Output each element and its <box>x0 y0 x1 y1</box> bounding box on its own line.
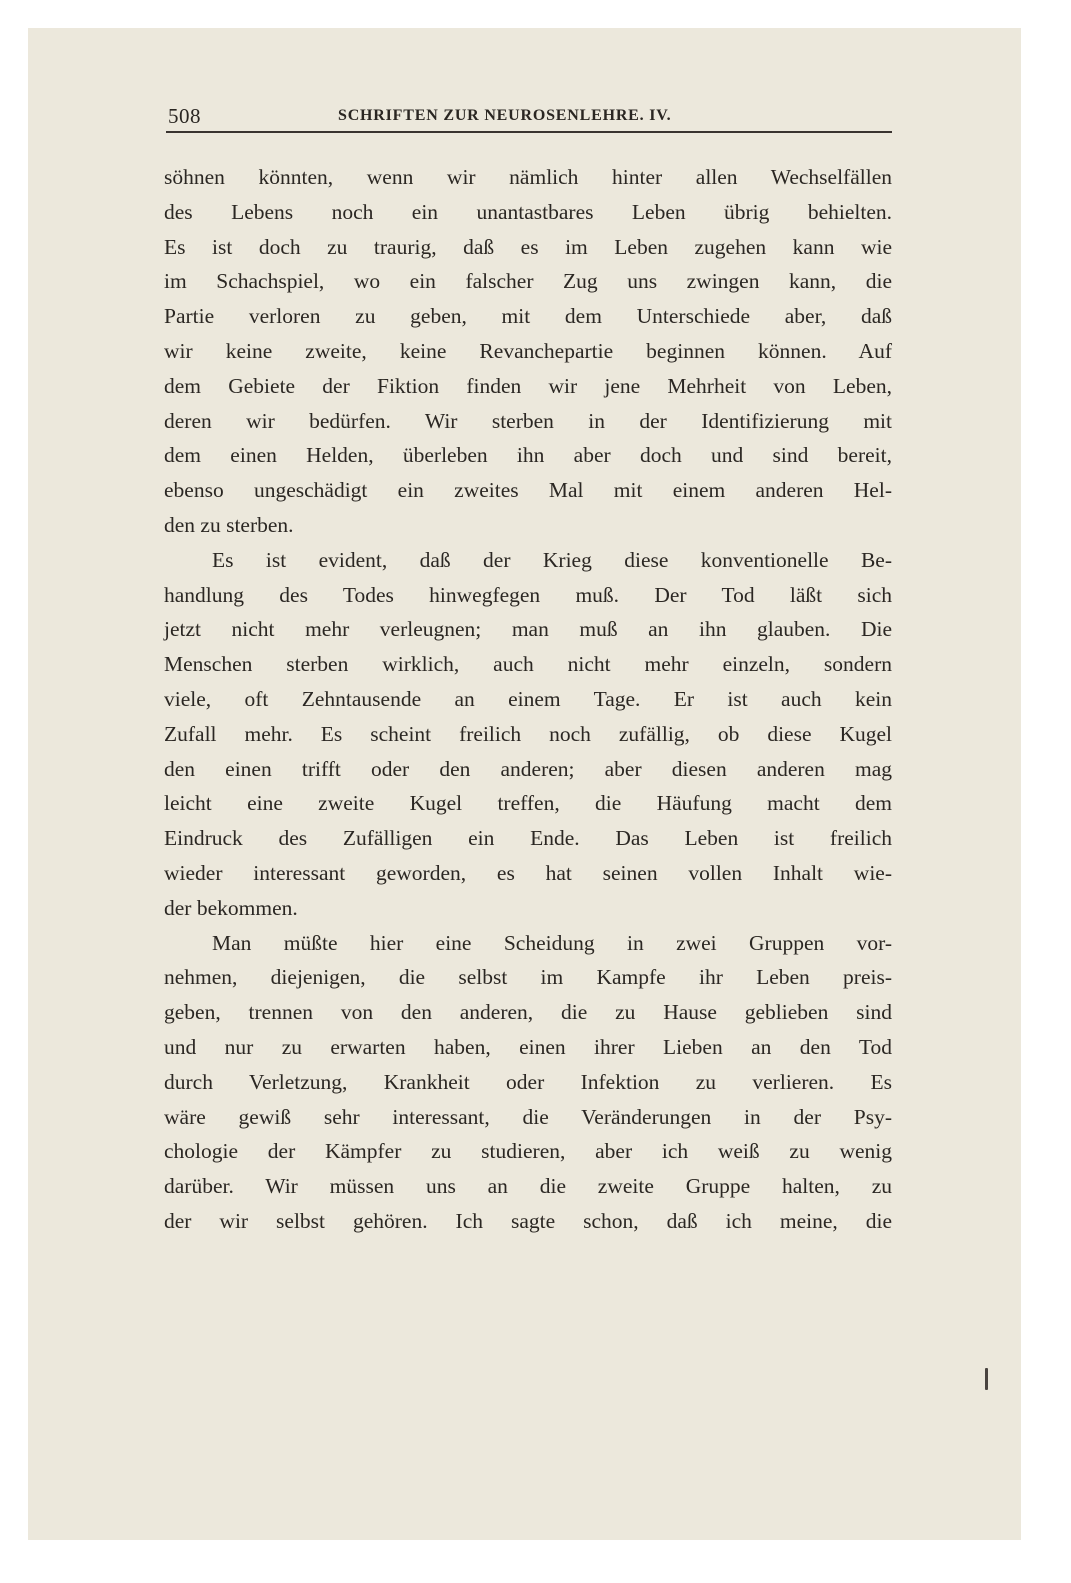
text-line: den einen trifft oder den anderen; aber diesen anderen mag <box>164 756 892 781</box>
text-line: Man müßte hier eine Scheidung in zwei Gruppen vor- <box>212 930 892 955</box>
text-line: ebenso ungeschädigt ein zweites Mal mit einem anderen Hel- <box>164 478 892 503</box>
text-line: handlung des Todes hinwegfegen muß. Der Tod läßt sich <box>164 582 892 607</box>
text-line: im Schachspiel, wo ein falscher Zug uns zwingen kann, die <box>164 269 892 294</box>
text-line: dem einen Helden, überleben ihn aber doch und sind bereit, <box>164 443 892 468</box>
text-line: geben, trennen von den anderen, die zu Hause geblieben sind <box>164 1000 892 1025</box>
text-line: chologie der Kämpfer zu studieren, aber ich weiß zu wenig <box>164 1139 892 1164</box>
text-line: Es ist evident, daß der Krieg diese konventionelle Be- <box>212 547 892 572</box>
margin-mark <box>985 1368 988 1390</box>
text-line: der bekommen. <box>164 895 298 920</box>
text-line: Zufall mehr. Es scheint freilich noch zufällig, ob diese Kugel <box>164 721 892 746</box>
body-text <box>164 160 892 1239</box>
text-line: Menschen sterben wirklich, auch nicht mehr einzeln, sondern <box>164 652 892 677</box>
text-line: wir keine zweite, keine Revanchepartie beginnen können. Auf <box>164 338 892 363</box>
page-header <box>166 104 890 134</box>
text-line: söhnen könnten, wenn wir nämlich hinter allen Wechselfällen <box>164 165 892 189</box>
header-rule <box>166 131 892 133</box>
text-line: Partie verloren zu geben, mit dem Unterschiede aber, daß <box>164 304 892 329</box>
text-line: Eindruck des Zufälligen ein Ende. Das Leben ist freilich <box>164 826 892 851</box>
running-title: SCHRIFTEN ZUR NEUROSENLEHRE. IV. <box>338 107 672 124</box>
page-number: 508 <box>168 104 201 128</box>
text-line: deren wir bedürfen. Wir sterben in der Identifizierung mit <box>164 408 892 433</box>
text-line: dem Gebiete der Fiktion finden wir jene Mehrheit von Leben, <box>164 373 892 398</box>
text-line: Es ist doch zu traurig, daß es im Leben zugehen kann wie <box>164 234 892 259</box>
text-line: wäre gewiß sehr interessant, die Veränderungen in der Psy- <box>164 1104 892 1129</box>
text-line: den zu sterben. <box>164 512 294 537</box>
text-line: wieder interessant geworden, es hat seinen vollen Inhalt wie- <box>164 860 892 885</box>
text-line: darüber. Wir müssen uns an die zweite Gruppe halten, zu <box>164 1174 892 1199</box>
text-line: viele, oft Zehntausende an einem Tage. Er ist auch kein <box>164 686 892 711</box>
text-line: und nur zu erwarten haben, einen ihrer Lieben an den Tod <box>164 1034 892 1059</box>
text-line: nehmen, diejenigen, die selbst im Kampfe ihr Leben preis- <box>164 965 892 990</box>
text-line: der wir selbst gehören. Ich sagte schon, daß ich meine, die <box>164 1208 892 1233</box>
text-line: durch Verletzung, Krankheit oder Infektion zu verlieren. Es <box>164 1069 892 1094</box>
text-line: jetzt nicht mehr verleugnen; man muß an ihn glauben. Die <box>164 617 892 642</box>
text-line: leicht eine zweite Kugel treffen, die Häufung macht dem <box>164 791 892 816</box>
text-line: des Lebens noch ein unantastbares Leben übrig behielten. <box>164 199 892 224</box>
